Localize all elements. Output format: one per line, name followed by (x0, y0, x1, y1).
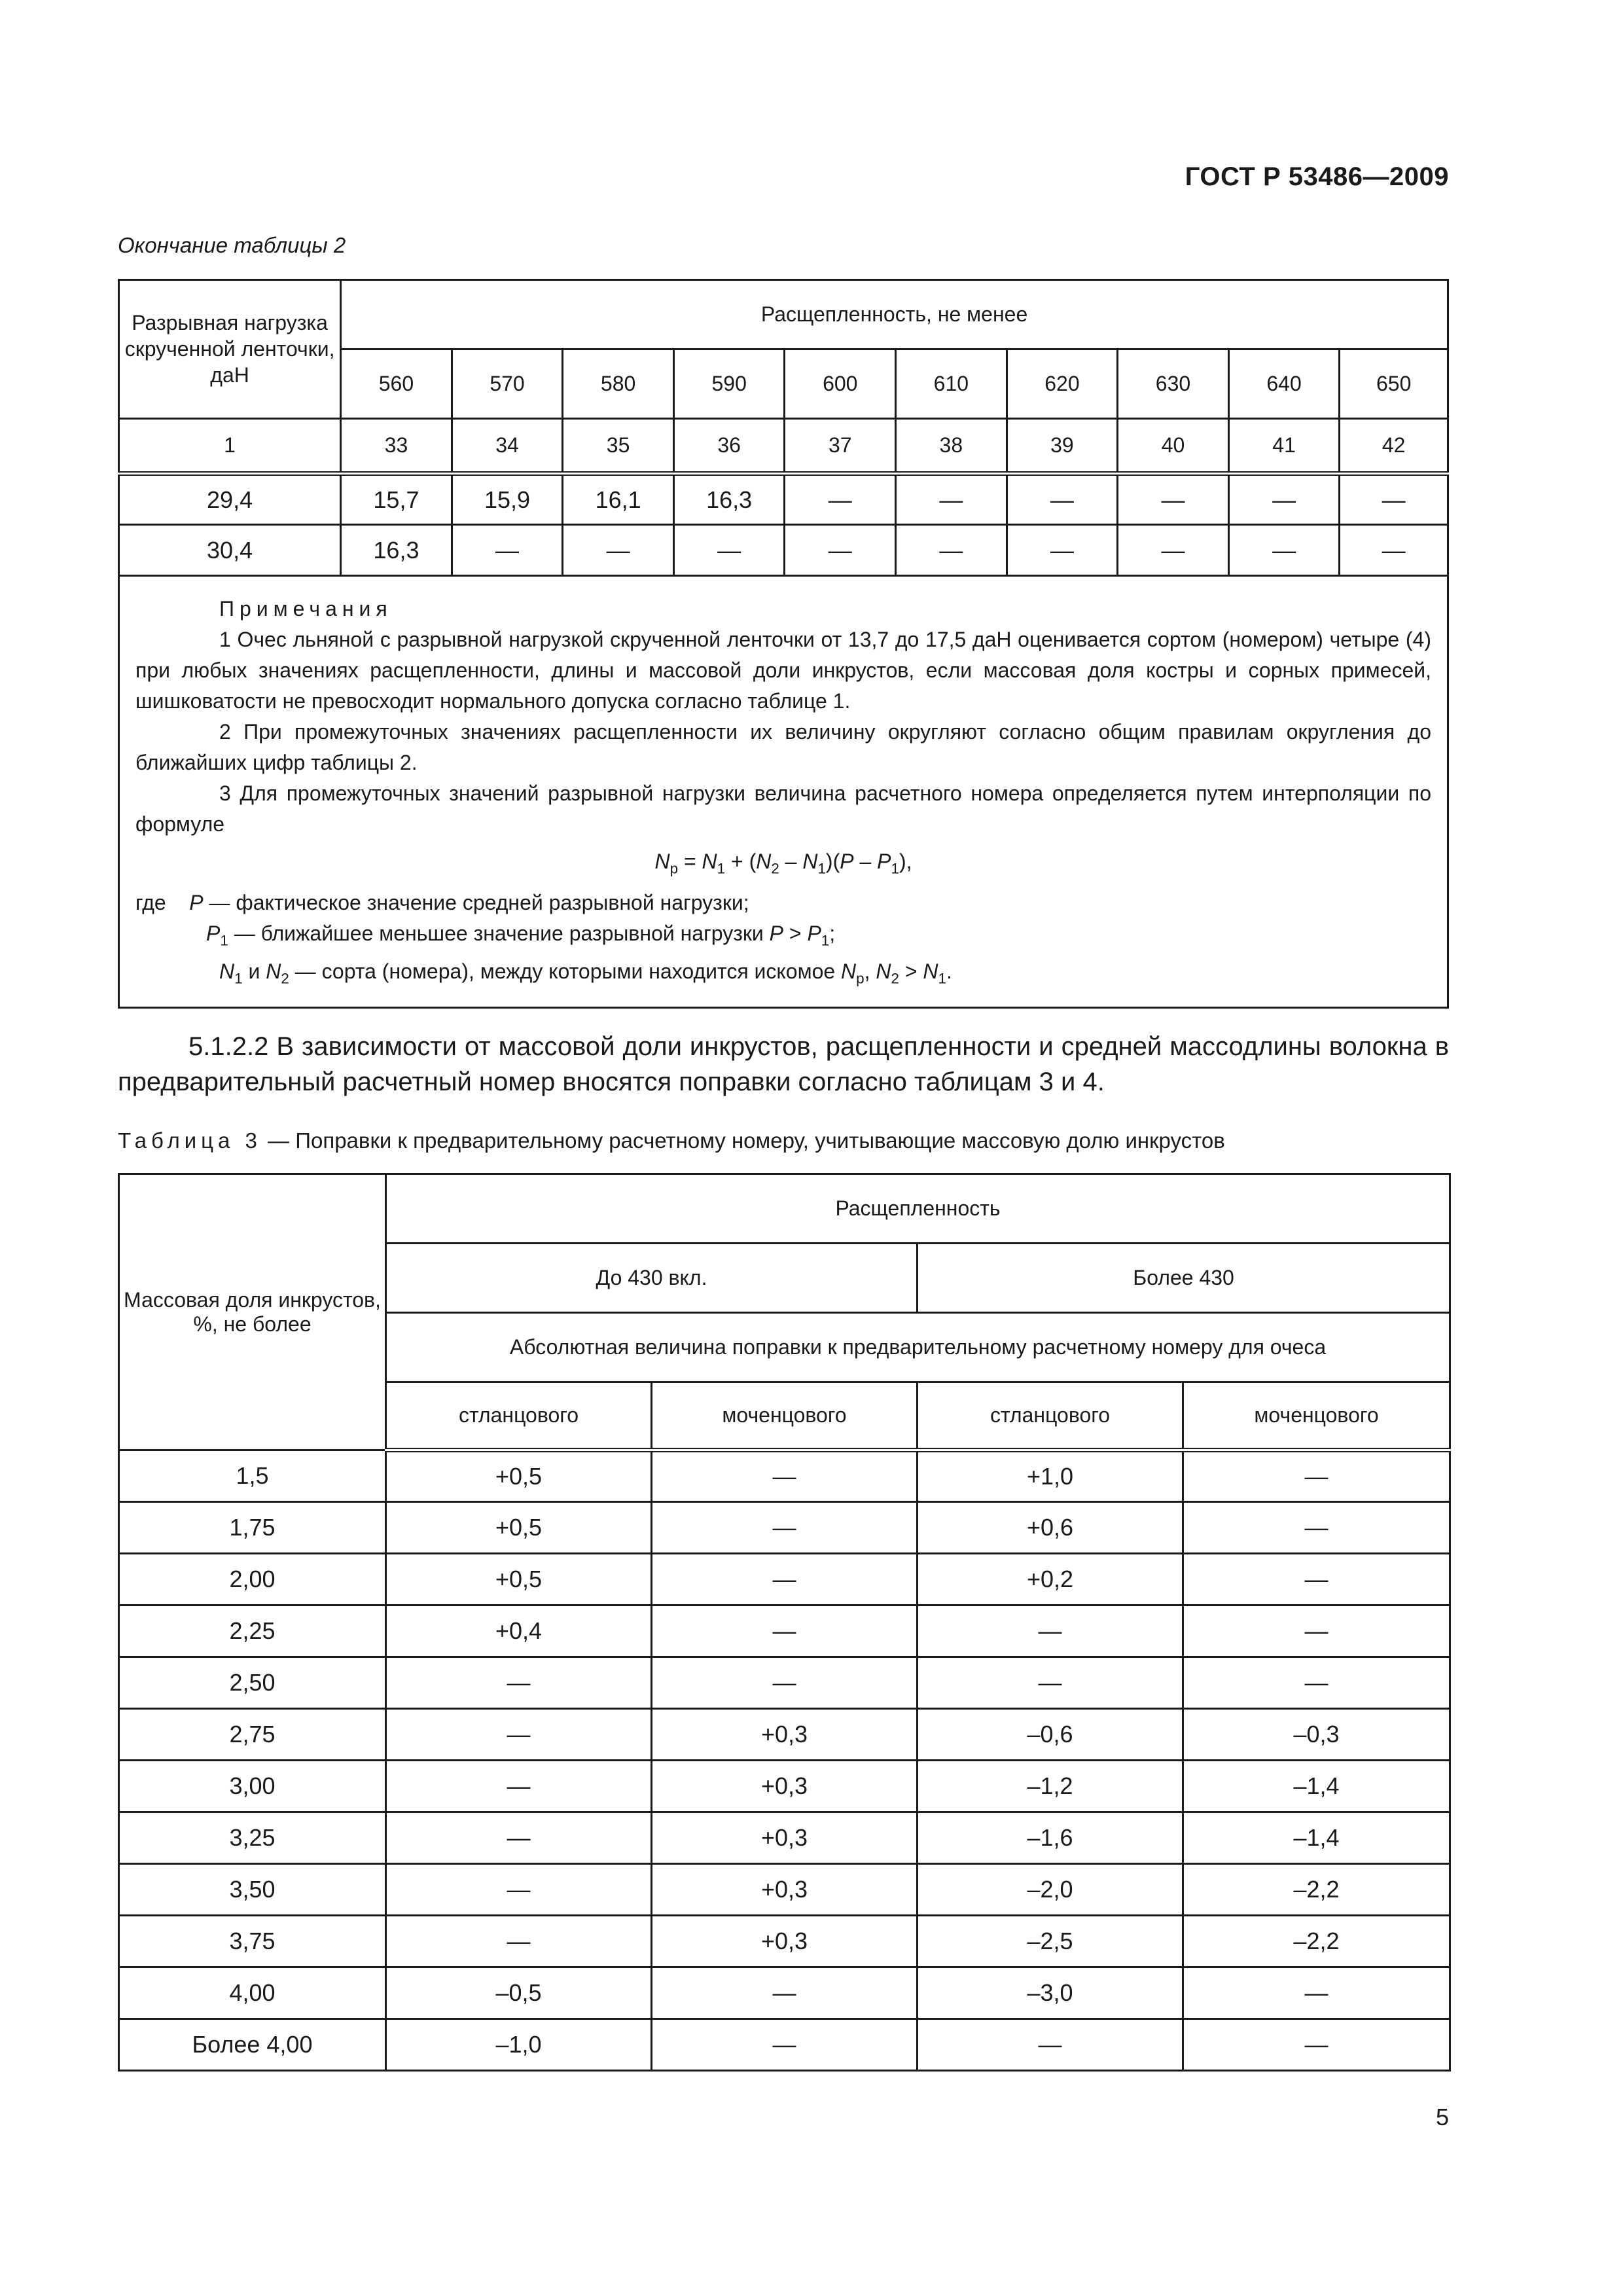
table3-cell: — (386, 1916, 652, 1967)
table3-cell: — (652, 2019, 918, 2071)
table2-notes (119, 576, 1448, 1008)
table2-col-header: 620 (1007, 350, 1118, 419)
table2-col-number: 34 (452, 419, 563, 474)
notes-title: Примечания (219, 597, 393, 620)
table3-cell: +0,4 (386, 1605, 652, 1657)
table3-cell: — (386, 1709, 652, 1761)
page-number: 5 (1435, 2104, 1449, 2130)
table-row (119, 1864, 1450, 1916)
table3-subheader-left: До 430 вкл. (386, 1244, 918, 1313)
table3-cell: –2,0 (918, 1864, 1183, 1916)
table3-cell: — (1183, 2019, 1450, 2071)
note-3: 3 Для промежуточных значений разрывной нагрузки величина расчетного номера определяется путем интерполяции по формуле (135, 781, 1431, 836)
where-1-text: — фактическое значение средней разрывной нагрузки; (203, 891, 749, 915)
table3-cell: — (918, 1657, 1183, 1709)
table3-cell: 4,00 (119, 1967, 386, 2019)
table-row (119, 1709, 1450, 1761)
table3-cell: 3,00 (119, 1761, 386, 1812)
table3-cell: +0,3 (652, 1916, 918, 1967)
table3-cell: –2,2 (1183, 1916, 1450, 1967)
where-3-and: и (242, 959, 266, 983)
formula-where-3: $N_1$ и $N_2$ — сорта (номера), между которыми находится искомое $N_р$, $N_2 > N_1$. (219, 959, 952, 987)
table3-cell: 3,50 (119, 1864, 386, 1916)
table3-cell: –1,0 (386, 2019, 652, 2071)
table2-col-number: 39 (1007, 419, 1118, 474)
table2-col-header: 600 (785, 350, 896, 419)
table3-cell: +0,6 (918, 1502, 1183, 1554)
table3-cell: — (652, 1967, 918, 2019)
table3-cell: –0,6 (918, 1709, 1183, 1761)
table3-cell: –1,4 (1183, 1761, 1450, 1812)
table3-cell: –0,5 (386, 1967, 652, 2019)
table-row (119, 1916, 1450, 1967)
table3-cell: 1,5 (119, 1450, 386, 1502)
table3-cell: — (386, 1657, 652, 1709)
table3-cell: +0,5 (386, 1554, 652, 1605)
table3-cell: — (918, 1605, 1183, 1657)
table3-cell: +0,3 (652, 1812, 918, 1864)
table-row (119, 1812, 1450, 1864)
table3-cell: 3,75 (119, 1916, 386, 1967)
table3-cell: –3,0 (918, 1967, 1183, 2019)
table3-caption-label: Таблица 3 (118, 1128, 262, 1153)
table2-col-number: 35 (563, 419, 674, 474)
table2-col-number: 38 (896, 419, 1007, 474)
table-row (119, 1657, 1450, 1709)
table3-cell: 2,00 (119, 1554, 386, 1605)
table2-cell: — (896, 525, 1007, 576)
table3-cell: — (1183, 1967, 1450, 2019)
table2-col-number: 42 (1340, 419, 1448, 474)
table2-cell: — (1228, 474, 1340, 525)
section-5-1-2-2 (118, 1029, 1449, 1100)
table2-cell: — (673, 525, 785, 576)
table-row (119, 1967, 1450, 2019)
table2-col-header: 650 (1340, 350, 1448, 419)
table2-cell: — (1007, 474, 1118, 525)
table3-cell: — (652, 1502, 918, 1554)
table2-col-header: 570 (452, 350, 563, 419)
formula-where-1: где P — фактическое значение средней разрывной нагрузки; (135, 891, 749, 915)
formula-where-2: $P_1$ — ближайшее меньшее значение разрывной нагрузки $P > P_1$; (206, 922, 836, 949)
table2-col-number: 41 (1228, 419, 1340, 474)
table3-cell: — (1183, 1450, 1450, 1502)
where-word: где (135, 891, 166, 915)
where-2-text: — ближайшее меньшее значение разрывной нагрузки (228, 922, 770, 946)
table2-col-number: 33 (341, 419, 452, 474)
table3-cell: — (652, 1554, 918, 1605)
table3-cell: — (918, 2019, 1183, 2071)
table3-cell: — (1183, 1657, 1450, 1709)
table3-cell: +0,5 (386, 1502, 652, 1554)
table2-cell: 15,9 (452, 474, 563, 525)
table3-cell: — (386, 1812, 652, 1864)
table3-cell: — (652, 1605, 918, 1657)
table3-cell: –0,3 (1183, 1709, 1450, 1761)
table3-cell: 2,50 (119, 1657, 386, 1709)
table2-group-header: Расщепленность, не менее (341, 280, 1448, 350)
table3-cell: — (652, 1657, 918, 1709)
table3-cell: — (386, 1864, 652, 1916)
table3-cell: — (386, 1761, 652, 1812)
table3-cell: — (1183, 1554, 1450, 1605)
table3-cell: –1,4 (1183, 1812, 1450, 1864)
table2-cell: — (452, 525, 563, 576)
table3-col-header: стланцового (386, 1382, 652, 1450)
table2-col-header: 590 (673, 350, 785, 419)
table2-row-header: Разрывная нагрузка скрученной ленточки, даН (119, 280, 341, 419)
table3-cell: 1,75 (119, 1502, 386, 1554)
table-row (119, 1554, 1450, 1605)
table3-cell: +0,3 (652, 1709, 918, 1761)
table2-col-header: 630 (1118, 350, 1229, 419)
table2 (118, 279, 1449, 1009)
table2-col-header: 610 (896, 350, 1007, 419)
table2-cell: — (1228, 525, 1340, 576)
table-row (119, 1502, 1450, 1554)
table2-cell: 30,4 (119, 525, 341, 576)
table3-cell: +0,2 (918, 1554, 1183, 1605)
table3-col-header: моченцового (652, 1382, 918, 1450)
table2-cell: 16,3 (673, 474, 785, 525)
table2-cell: — (1340, 525, 1448, 576)
table2-cell: 15,7 (341, 474, 452, 525)
table-row (119, 525, 1448, 576)
table2-cell: 16,3 (341, 525, 452, 576)
table2-col-header: 560 (341, 350, 452, 419)
table-row (119, 2019, 1450, 2071)
table3-cell: +0,3 (652, 1864, 918, 1916)
table2-col-number: 40 (1118, 419, 1229, 474)
document-code: ГОСТ Р 53486—2009 (1185, 162, 1449, 191)
table3-caption-text: — Поправки к предварительному расчетному номеру, учитывающие массовую долю инкрустов (261, 1128, 1225, 1153)
table-row (119, 1605, 1450, 1657)
table3-cell: +0,3 (652, 1761, 918, 1812)
table3-group-header: Расщепленность (386, 1174, 1450, 1244)
table-row (119, 1450, 1450, 1502)
table2-col-number: 36 (673, 419, 785, 474)
table2-cell: — (1340, 474, 1448, 525)
table2-cell: — (896, 474, 1007, 525)
table2-col-number: 37 (785, 419, 896, 474)
table-row (119, 1761, 1450, 1812)
table2-col-header: 580 (563, 350, 674, 419)
table2-continuation-caption: Окончание таблицы 2 (118, 233, 346, 257)
table3-cell: –1,6 (918, 1812, 1183, 1864)
table2-col-number: 1 (119, 419, 341, 474)
table3-cell: +1,0 (918, 1450, 1183, 1502)
table2-cell: — (1118, 474, 1229, 525)
table3-col-header: стланцового (918, 1382, 1183, 1450)
table2-cell: 16,1 (563, 474, 674, 525)
note-1: 1 Очес льняной с разрывной нагрузкой скрученной ленточки от 13,7 до 17,5 даН оценивается сортом (номером) четыре (4) при любых значениях расщепленности, длины и массовой доли инкрустов, если массовая доля костры и сорных примесей, шишковатости не превосходит нормального допуска согласно таблице 1. (135, 628, 1431, 713)
table3-cell: –1,2 (918, 1761, 1183, 1812)
table2-cell: — (1118, 525, 1229, 576)
table3-cell: –2,2 (1183, 1864, 1450, 1916)
where-3-text: — сорта (номера), между которыми находится искомое (289, 959, 842, 983)
table3-caption (118, 1128, 1225, 1153)
table3-cell: +0,5 (386, 1450, 652, 1502)
table3-cell: 3,25 (119, 1812, 386, 1864)
table2-cell: — (785, 525, 896, 576)
table2-cell: — (563, 525, 674, 576)
table3-cell: — (1183, 1605, 1450, 1657)
note-2: 2 При промежуточных значениях расщепленности их величину округляют согласно общим правилам округления до ближайших цифр таблицы 2. (135, 720, 1431, 774)
table3-cell: –2,5 (918, 1916, 1183, 1967)
table3 (118, 1173, 1451, 2072)
table3-col-header: моченцового (1183, 1382, 1450, 1450)
table2-cell: — (785, 474, 896, 525)
table3-cell: 2,75 (119, 1709, 386, 1761)
paragraph-text: 5.1.2.2 В зависимости от массовой доли инкрустов, расщепленности и средней массодлины волокна в предварительный расчетный номер вносятся поправки согласно таблицам 3 и 4. (118, 1032, 1449, 1096)
table3-cell: 2,25 (119, 1605, 386, 1657)
table3-cell: — (652, 1450, 918, 1502)
table-row (119, 474, 1448, 525)
table3-cell: Более 4,00 (119, 2019, 386, 2071)
table3-cell: — (1183, 1502, 1450, 1554)
table2-cell: 29,4 (119, 474, 341, 525)
table3-subheader-right: Более 430 (918, 1244, 1450, 1313)
table2-cell: — (1007, 525, 1118, 576)
table2-col-header: 640 (1228, 350, 1340, 419)
interpolation-formula: $N_р = N_1 + (N_2 - N_1)(P - P_1)$, (654, 850, 912, 877)
table3-value-header: Абсолютная величина поправки к предварительному расчетному номеру для очеса (386, 1313, 1450, 1382)
table3-row-header: Массовая доля инкрустов, %, не более (119, 1174, 386, 1450)
